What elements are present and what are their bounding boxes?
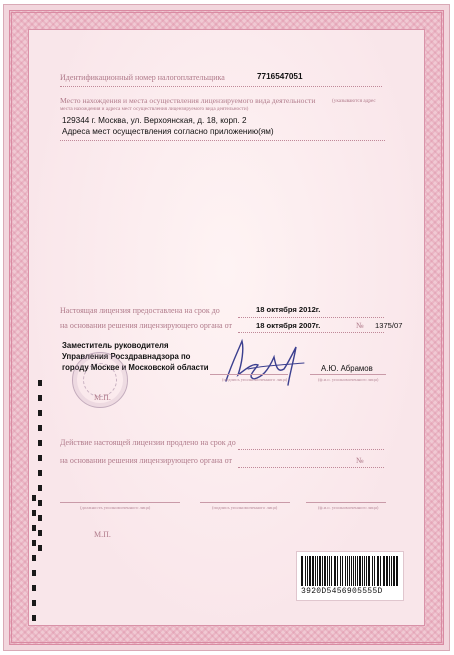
location-label: Место нахождения и места осуществления лицензируемого вида деятельности — [60, 96, 316, 105]
barcode-bar — [312, 556, 314, 586]
barcode-bar — [386, 556, 388, 586]
signatory-position-line2: Управления Росздравнадзора по — [62, 352, 191, 361]
name-line — [310, 374, 386, 375]
decision-number-sign: № — [356, 321, 364, 330]
barcode-bar — [353, 556, 354, 586]
inn-label: Идентификационный номер налогоплательщика — [60, 73, 225, 82]
barcode-bar — [377, 556, 379, 586]
barcode-bar — [372, 556, 373, 586]
decision-date-value: 18 октября 2007г. — [256, 321, 321, 330]
valid-until-label: Настоящая лицензия предоставлена на срок до — [60, 306, 220, 315]
barcode-bar — [359, 556, 361, 586]
barcode-label — [296, 551, 404, 601]
barcode-bar — [324, 556, 326, 586]
ext-position-line — [60, 502, 180, 503]
binding-marks — [38, 380, 42, 560]
barcode-number: 3920D5456905555D — [301, 587, 383, 596]
barcode-bar — [351, 556, 352, 586]
address-value: 129344 г. Москва, ул. Верхоянская, д. 18, корп. 2 — [62, 116, 247, 125]
barcode-bar — [349, 556, 350, 586]
extension-basis-underline — [238, 467, 384, 468]
barcode-bar — [340, 556, 341, 586]
barcode-bar — [366, 556, 367, 586]
barcode-bar — [334, 556, 336, 586]
barcode-bar — [307, 556, 308, 586]
location-label-note: (указываются адрес — [332, 98, 376, 104]
location-label-note-2: места нахождения и адреса мест осуществления лицензируемого вида деятельности) — [60, 106, 249, 112]
signature-line — [210, 374, 288, 375]
barcode-bar — [383, 556, 385, 586]
barcode-bar — [342, 556, 343, 586]
signatory-position-line3: городу Москве и Московской области — [62, 363, 209, 372]
barcode-bar — [374, 556, 375, 586]
barcode — [301, 556, 399, 586]
valid-until-underline — [238, 317, 384, 318]
barcode-bar — [355, 556, 356, 586]
handwritten-signature — [218, 333, 308, 391]
barcode-bar — [362, 556, 363, 586]
barcode-bar — [347, 556, 348, 586]
valid-until-value: 18 октября 2012г. — [256, 305, 321, 314]
signature-caption: (подпись уполномоченного лица) — [222, 377, 288, 382]
barcode-bar — [315, 556, 316, 586]
barcode-bar — [331, 556, 332, 586]
decision-date-label: на основании решения лицензирующего органа от — [60, 321, 232, 330]
barcode-bar — [368, 556, 370, 586]
barcode-bar — [329, 556, 330, 586]
ext-seal-label: М.П. — [94, 530, 111, 539]
barcode-bar — [327, 556, 328, 586]
inn-underline — [60, 86, 382, 87]
barcode-bar — [380, 556, 381, 586]
extension-number-sign: № — [356, 456, 364, 465]
barcode-bar — [389, 556, 390, 586]
ext-signature-line — [200, 502, 290, 503]
ext-position-caption: (должность уполномоченного лица) — [80, 505, 151, 510]
extension-label: Действие настоящей лицензии продлено на срок до — [60, 438, 236, 447]
barcode-bar — [305, 556, 306, 586]
barcode-bar — [337, 556, 338, 586]
ext-name-caption: (ф.и.о. уполномоченного лица) — [318, 505, 379, 510]
barcode-bar — [357, 556, 358, 586]
decision-number-value: 1375/07 — [375, 321, 403, 330]
barcode-bar — [345, 556, 346, 586]
barcode-bar — [322, 556, 323, 586]
ext-name-line — [306, 502, 386, 503]
address-underline — [60, 140, 385, 141]
barcode-bar — [309, 556, 311, 586]
ext-signature-caption: (подпись уполномоченного лица) — [212, 505, 278, 510]
binding-marks-lower — [32, 495, 36, 630]
inn-value: 7716547051 — [257, 72, 303, 81]
signatory-position-line1: Заместитель руководителя — [62, 341, 169, 350]
barcode-bar — [364, 556, 365, 586]
addresses-note: Адреса мест осуществления согласно приложению(ям) — [62, 127, 274, 136]
signatory-name: А.Ю. Абрамов — [321, 364, 373, 373]
seal-label: М.П. — [94, 393, 111, 402]
extension-basis-label: на основании решения лицензирующего органа от — [60, 456, 232, 465]
barcode-bar — [319, 556, 321, 586]
barcode-bar — [317, 556, 318, 586]
barcode-bar — [301, 556, 303, 586]
barcode-bar — [391, 556, 392, 586]
barcode-bar — [393, 556, 395, 586]
barcode-bar — [396, 556, 398, 586]
name-caption: (ф.и.о. уполномоченного лица) — [318, 377, 379, 382]
extension-underline — [238, 449, 384, 450]
